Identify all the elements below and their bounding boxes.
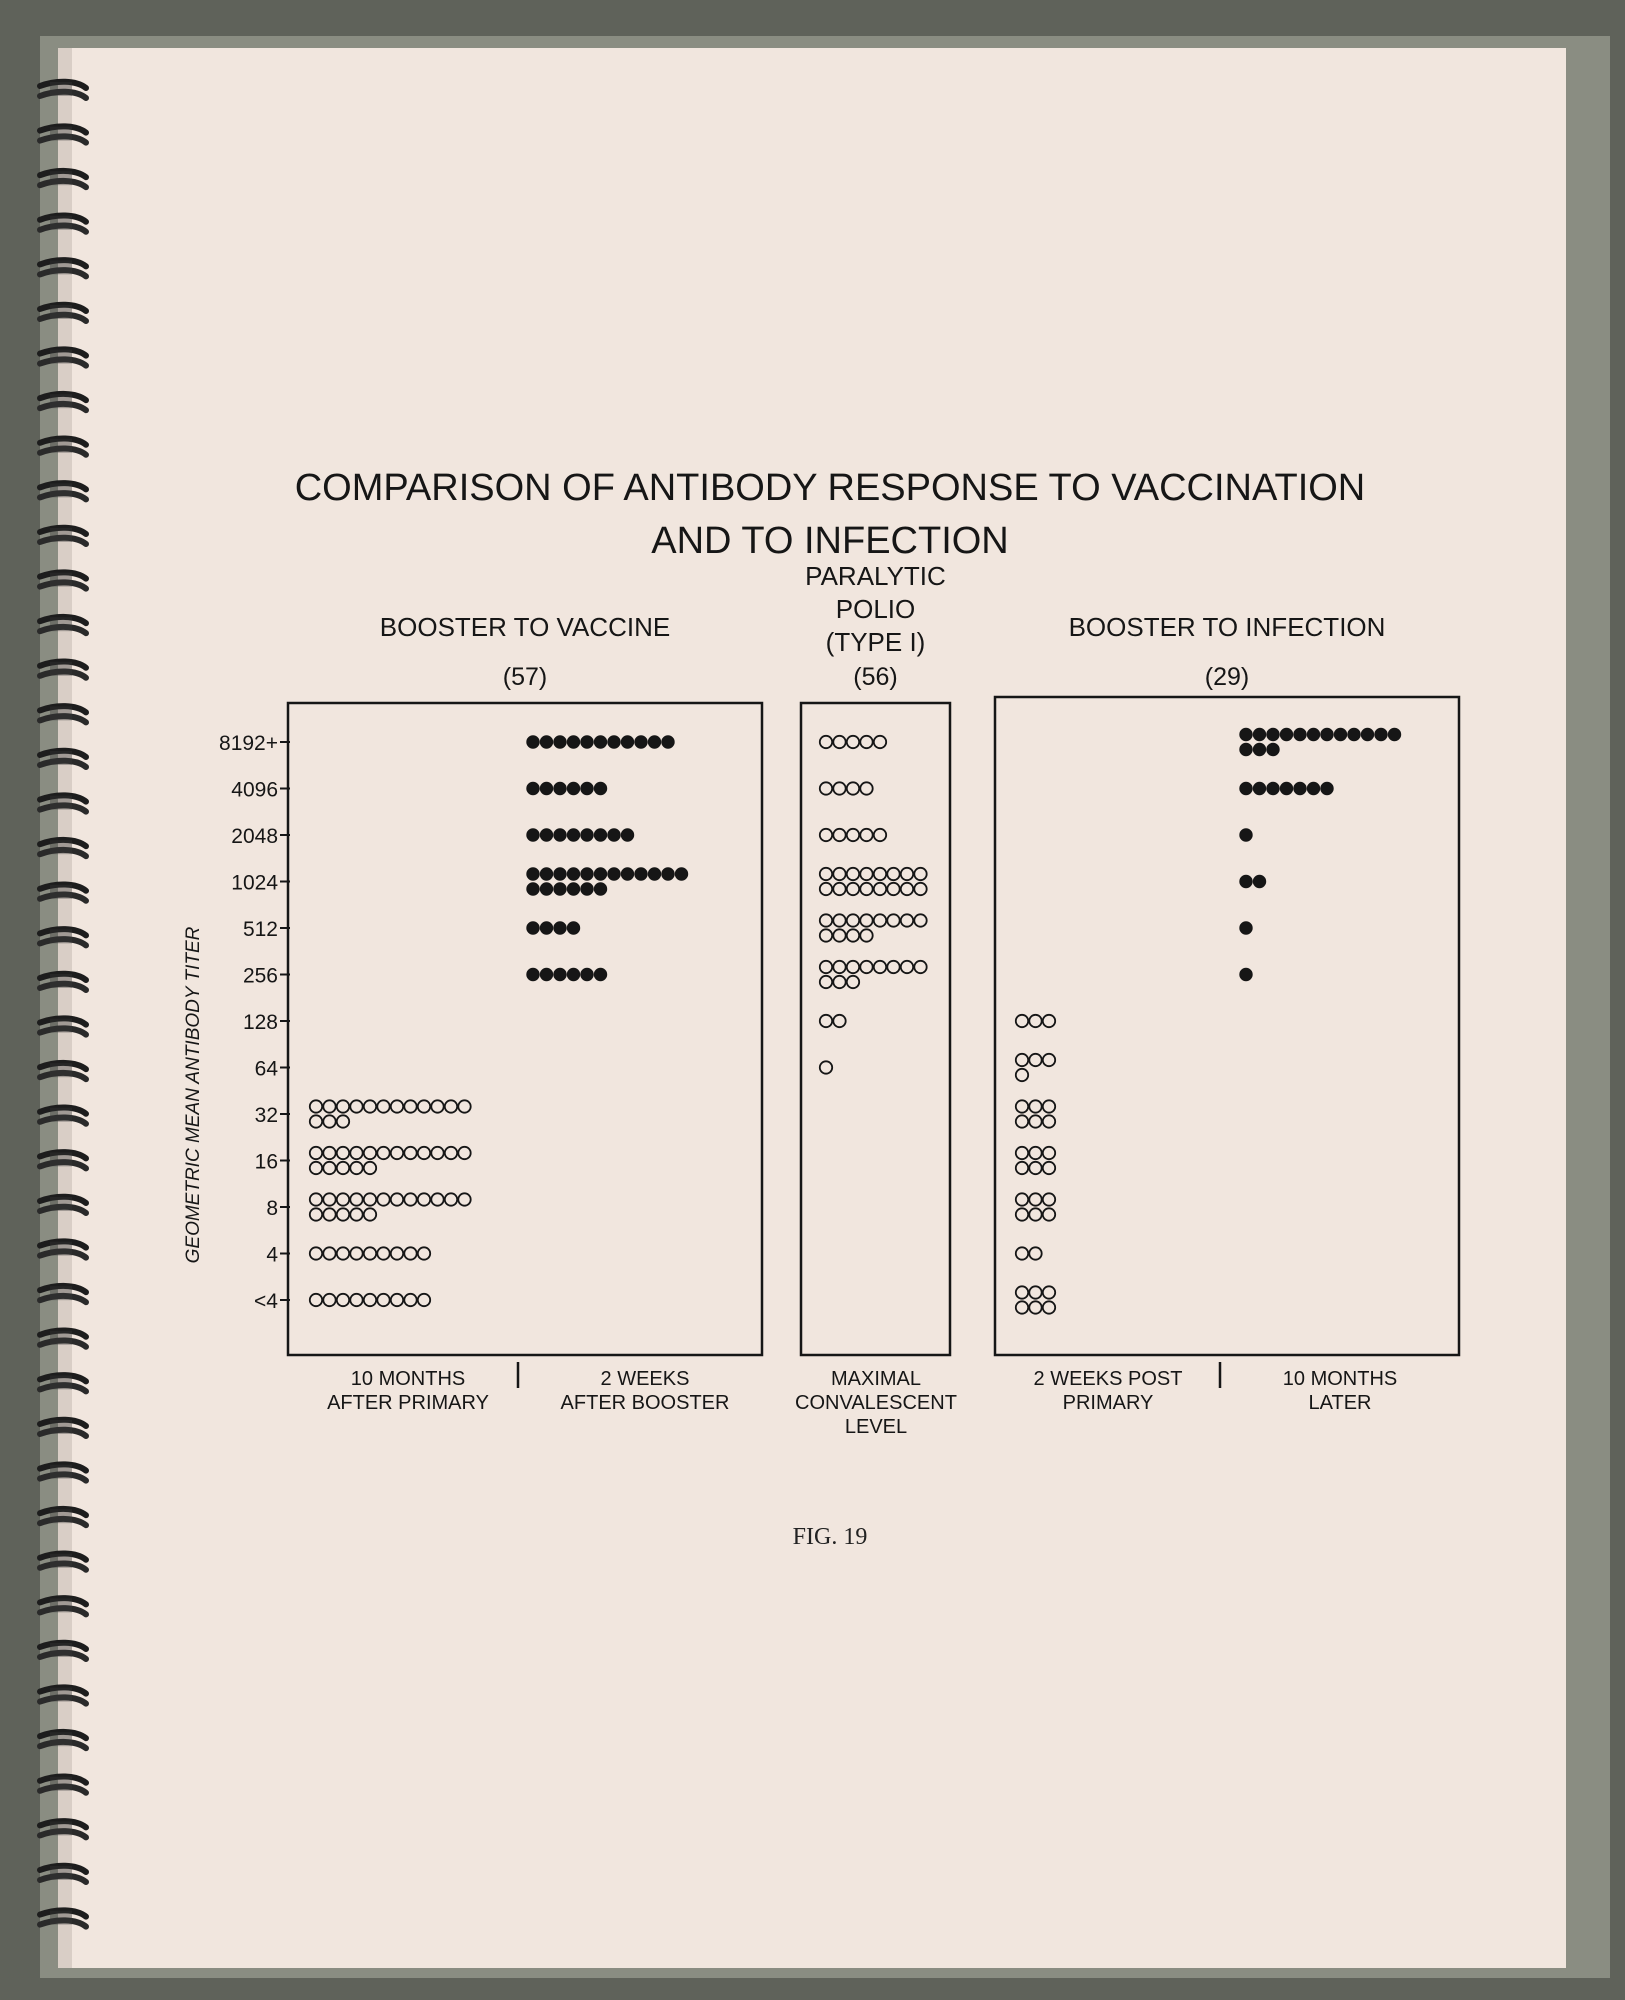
y-tick-label: 16 — [254, 1150, 278, 1174]
filled-dot — [675, 868, 687, 880]
filled-dot — [554, 922, 566, 934]
filled-dot — [581, 782, 593, 794]
filled-dot — [527, 968, 539, 980]
y-tick-label: 4096 — [231, 778, 278, 802]
panel-title: (TYPE I) — [825, 627, 926, 657]
filled-dot — [581, 883, 593, 895]
filled-dot — [621, 829, 633, 841]
filled-dot — [1240, 829, 1252, 841]
filled-dot — [540, 868, 552, 880]
y-axis-label: GEOMETRIC MEAN ANTIBODY TITER — [183, 926, 204, 1264]
y-tick-label: <4 — [254, 1290, 278, 1313]
filled-dot — [581, 829, 593, 841]
filled-dot — [581, 736, 593, 748]
y-tick-label: 8 — [266, 1197, 278, 1220]
group-label: AFTER BOOSTER — [560, 1392, 730, 1414]
group-label: 10 MONTHS — [350, 1368, 466, 1390]
filled-dot — [662, 868, 674, 880]
filled-dot — [567, 883, 579, 895]
filled-dot — [1361, 728, 1373, 740]
panel-title: BOOSTER TO INFECTION — [1068, 612, 1386, 642]
page-sheet — [58, 48, 1566, 1968]
filled-dot — [621, 868, 633, 880]
filled-dot — [527, 782, 539, 794]
filled-dot — [527, 868, 539, 880]
group-label: 2 WEEKS — [600, 1368, 690, 1390]
filled-dot — [1267, 782, 1279, 794]
filled-dot — [608, 829, 620, 841]
panel-count: (56) — [853, 663, 898, 691]
filled-dot — [554, 968, 566, 980]
filled-dot — [1253, 743, 1265, 755]
filled-dot — [540, 968, 552, 980]
filled-dot — [1294, 782, 1306, 794]
filled-dot — [1334, 728, 1346, 740]
filled-dot — [1267, 728, 1279, 740]
y-tick-label: 512 — [242, 918, 278, 941]
group-label: PRIMARY — [1062, 1392, 1154, 1414]
filled-dot — [1267, 743, 1279, 755]
filled-dot — [567, 868, 579, 880]
figure-caption: FIG. 19 — [792, 1524, 868, 1550]
filled-dot — [554, 829, 566, 841]
y-tick-label: 2048 — [231, 825, 278, 848]
filled-dot — [527, 922, 539, 934]
y-tick-label: 128 — [242, 1011, 278, 1034]
filled-dot — [594, 829, 606, 841]
filled-dot — [540, 883, 552, 895]
filled-dot — [581, 868, 593, 880]
filled-dot — [635, 736, 647, 748]
filled-dot — [594, 968, 606, 980]
y-tick-label: 64 — [254, 1057, 278, 1081]
panel-title: BOOSTER TO VACCINE — [379, 612, 671, 642]
filled-dot — [527, 736, 539, 748]
filled-dot — [540, 829, 552, 841]
y-tick-label: 4 — [266, 1243, 278, 1267]
filled-dot — [567, 922, 579, 934]
y-tick-label: 1024 — [231, 871, 278, 895]
filled-dot — [527, 883, 539, 895]
group-label: AFTER PRIMARY — [327, 1392, 489, 1414]
filled-dot — [662, 736, 674, 748]
y-tick-label: 32 — [254, 1104, 278, 1127]
filled-dot — [1348, 728, 1360, 740]
filled-dot — [567, 968, 579, 980]
panel-title: PARALYTIC — [805, 561, 946, 591]
filled-dot — [540, 782, 552, 794]
filled-dot — [594, 868, 606, 880]
y-tick-label: 8192+ — [219, 732, 278, 755]
filled-dot — [1280, 782, 1292, 794]
filled-dot — [594, 883, 606, 895]
group-label: LATER — [1308, 1392, 1372, 1414]
figure-title-line2: AND TO INFECTION — [651, 520, 1009, 562]
filled-dot — [567, 829, 579, 841]
filled-dot — [1253, 728, 1265, 740]
filled-dot — [648, 736, 660, 748]
filled-dot — [1253, 782, 1265, 794]
filled-dot — [1240, 875, 1252, 887]
group-label: 10 MONTHS — [1282, 1368, 1398, 1390]
panel-count: (29) — [1204, 663, 1250, 691]
filled-dot — [648, 868, 660, 880]
page-shadow — [58, 48, 72, 1968]
filled-dot — [1321, 728, 1333, 740]
filled-dot — [1280, 728, 1292, 740]
filled-dot — [1240, 743, 1252, 755]
filled-dot — [594, 736, 606, 748]
filled-dot — [1253, 875, 1265, 887]
group-label: 2 WEEKS POST — [1033, 1368, 1183, 1390]
filled-dot — [1321, 782, 1333, 794]
filled-dot — [1240, 782, 1252, 794]
panel-title: POLIO — [835, 594, 916, 624]
group-label: CONVALESCENT — [795, 1392, 957, 1414]
filled-dot — [621, 736, 633, 748]
filled-dot — [1307, 728, 1319, 740]
filled-dot — [554, 736, 566, 748]
filled-dot — [1240, 922, 1252, 934]
filled-dot — [608, 868, 620, 880]
filled-dot — [567, 782, 579, 794]
y-tick-label: 256 — [242, 964, 278, 988]
group-label: LEVEL — [844, 1416, 908, 1438]
filled-dot — [594, 782, 606, 794]
figure-title-line1: COMPARISON OF ANTIBODY RESPONSE TO VACCINATION — [294, 467, 1366, 509]
filled-dot — [1375, 728, 1387, 740]
group-label: MAXIMAL — [830, 1368, 922, 1390]
filled-dot — [1240, 968, 1252, 980]
filled-dot — [635, 868, 647, 880]
panel-count: (57) — [502, 663, 548, 691]
filled-dot — [554, 883, 566, 895]
filled-dot — [1307, 782, 1319, 794]
filled-dot — [1388, 728, 1400, 740]
filled-dot — [527, 829, 539, 841]
filled-dot — [567, 736, 579, 748]
filled-dot — [540, 736, 552, 748]
filled-dot — [540, 922, 552, 934]
filled-dot — [608, 736, 620, 748]
filled-dot — [1240, 728, 1252, 740]
filled-dot — [554, 782, 566, 794]
filled-dot — [581, 968, 593, 980]
filled-dot — [554, 868, 566, 880]
filled-dot — [1294, 728, 1306, 740]
